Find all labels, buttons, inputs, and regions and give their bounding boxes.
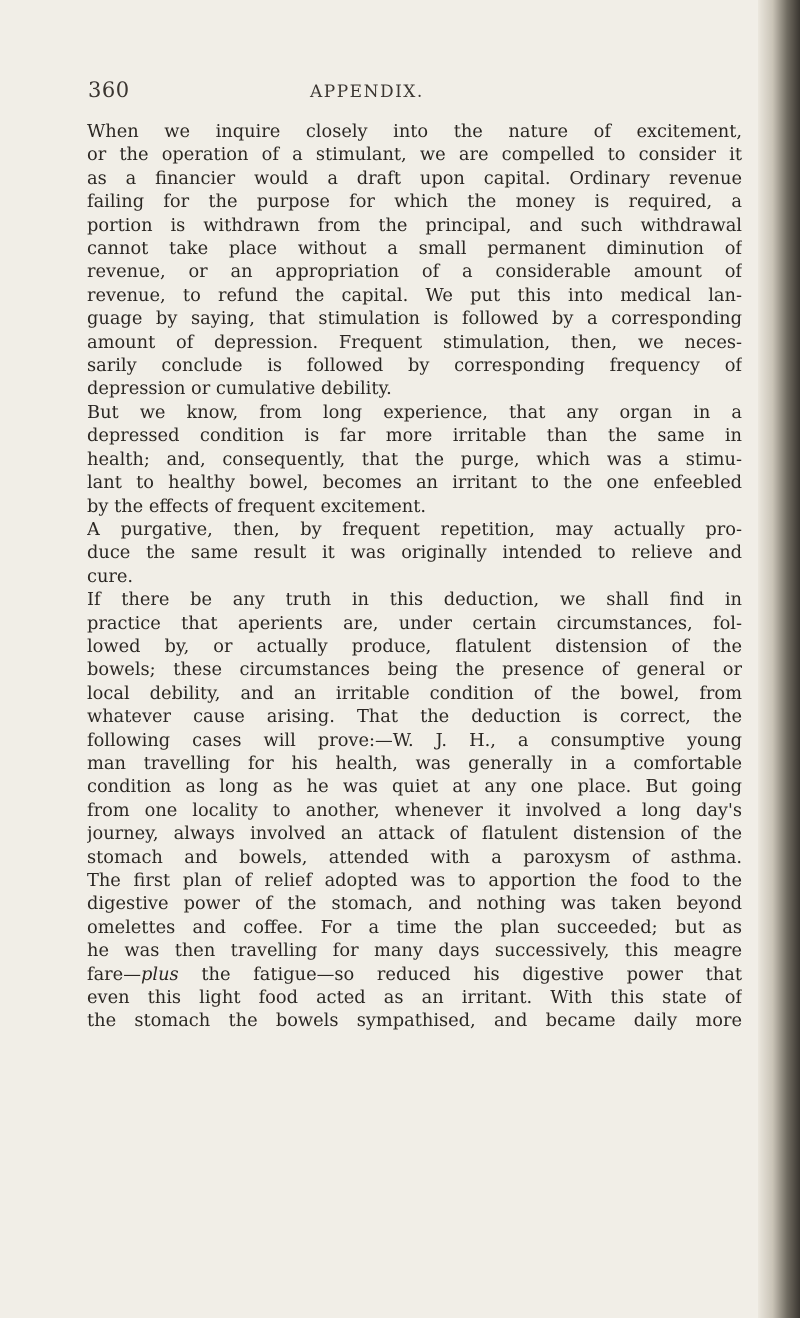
text-line: sarily conclude is followed by corresponding frequency of	[87, 355, 742, 377]
text-line: practice that aperients are, under certain circumstances, fol-	[87, 612, 742, 634]
text-line: by the effects of frequent excitement.	[87, 495, 427, 517]
text-line: he was then travelling for many days successively, this meagre	[87, 940, 742, 962]
text-line: But we know, from long experience, that any organ in a	[87, 401, 742, 423]
italic-word: plus	[141, 963, 179, 985]
text-line: journey, always involved an attack of flatulent distension of the	[87, 823, 742, 845]
text-line: local debility, and an irritable condition of the bowel, from	[87, 682, 742, 704]
text-fragment: fare—	[87, 963, 141, 985]
text-line: duce the same result it was originally intended to relieve and	[87, 542, 742, 564]
text-line: cure.	[87, 565, 134, 587]
text-line: even this light food acted as an irritant. With this state of	[87, 987, 742, 1009]
text-line: or the operation of a stimulant, we are compelled to consider it	[87, 144, 742, 166]
text-line: lant to healthy bowel, becomes an irritant to the one enfeebled	[87, 472, 742, 494]
text-line	[87, 963, 742, 986]
text-line: digestive power of the stomach, and nothing was taken beyond	[87, 893, 742, 915]
text-line: following cases will prove:—W. J. H., a consumptive young	[87, 729, 742, 751]
text-line: omelettes and coffee. For a time the plan succeeded; but as	[87, 916, 742, 938]
text-line: depressed condition is far more irritable than the same in	[87, 425, 742, 447]
page-binding-edge	[758, 0, 800, 1318]
text-line: If there be any truth in this deduction, we shall find in	[87, 589, 742, 611]
running-head: APPENDIX.	[310, 82, 424, 102]
text-line: stomach and bowels, attended with a paroxysm of asthma.	[87, 846, 742, 868]
text-line: cannot take place without a small permanent diminution of	[87, 238, 742, 260]
page-header	[88, 78, 728, 118]
text-line: man travelling for his health, was generally in a comfortable	[87, 752, 742, 774]
text-line: revenue, to refund the capital. We put this into medical lan-	[87, 284, 742, 306]
text-line: as a financier would a draft upon capital. Ordinary revenue	[87, 167, 742, 189]
text-line: whatever cause arising. That the deduction is correct, the	[87, 706, 742, 728]
page-number: 360	[88, 78, 130, 102]
text-line: health; and, consequently, that the purge, which was a stimu-	[87, 448, 742, 470]
text-line: the stomach the bowels sympathised, and became daily more	[87, 1010, 742, 1032]
text-line: bowels; these circumstances being the presence of general or	[87, 659, 742, 681]
text-line: depression or cumulative debility.	[87, 378, 392, 400]
text-line: revenue, or an appropriation of a considerable amount of	[87, 261, 742, 283]
text-fragment: the fatigue—so reduced his digestive power that	[178, 963, 742, 985]
text-line: guage by saying, that stimulation is followed by a corresponding	[87, 308, 742, 330]
text-line: lowed by, or actually produce, flatulent distension of the	[87, 635, 742, 657]
text-line: A purgative, then, by frequent repetition, may actually pro-	[87, 518, 742, 540]
text-line: failing for the purpose for which the money is required, a	[87, 191, 742, 213]
text-line: condition as long as he was quiet at any one place. But going	[87, 776, 742, 798]
body-text	[87, 120, 742, 1033]
text-line: portion is withdrawn from the principal, and such withdrawal	[87, 214, 742, 236]
text-line: The first plan of relief adopted was to apportion the food to the	[87, 870, 742, 891]
text-line: from one locality to another, whenever it involved a long day's	[87, 799, 742, 821]
text-line: When we inquire closely into the nature of excitement,	[87, 121, 742, 142]
text-line: amount of depression. Frequent stimulation, then, we neces-	[87, 331, 742, 353]
